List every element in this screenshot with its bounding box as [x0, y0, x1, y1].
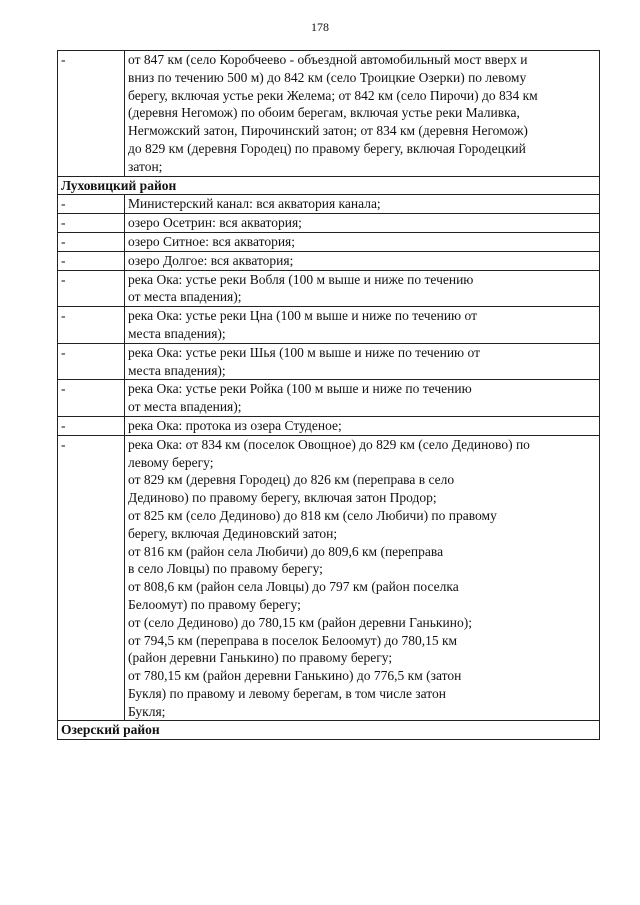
row-marker: -: [58, 251, 125, 270]
text-line: река Ока: протока из озера Студеное;: [128, 417, 342, 433]
row-marker: -: [58, 416, 125, 435]
table-row: [58, 435, 600, 721]
row-text: [125, 195, 600, 214]
page-number: 178: [311, 20, 329, 34]
text-line: река Ока: устье реки Вобля (100 м выше и ниже по течению: [128, 271, 474, 287]
row-marker: -: [58, 343, 125, 380]
table-row: [58, 195, 600, 214]
text-line: (деревня Негомож) по обоим берегам, включая устье реки Маливка,: [128, 105, 520, 121]
text-line: Белоомут) по правому берегу;: [128, 596, 301, 612]
text-line: левому берегу;: [128, 454, 214, 470]
row-marker: -: [58, 270, 125, 307]
row-marker: -: [58, 214, 125, 233]
row-text: [125, 307, 600, 344]
row-marker: -: [58, 232, 125, 251]
text-line: (район деревни Ганькино) по правому берегу;: [128, 650, 393, 666]
table-row: [58, 214, 600, 233]
text-line: от 780,15 км (район деревни Ганькино) до 776,5 км (затон: [128, 668, 462, 684]
section-title: Озерский район: [58, 721, 600, 740]
row-text: [125, 380, 600, 417]
text-line: Букля;: [128, 703, 166, 719]
text-line: от 794,5 км (переправа в поселок Белоомут) до 780,15 км: [128, 632, 458, 648]
text-line: места впадения);: [128, 362, 226, 378]
row-text: [125, 51, 600, 177]
row-text: [125, 232, 600, 251]
text-line: река Ока: от 834 км (поселок Овощное) до 829 км (село Дединово) по: [128, 436, 530, 452]
table-row: [58, 270, 600, 307]
table-row: [58, 251, 600, 270]
row-text: [125, 416, 600, 435]
text-line: до 829 км (деревня Городец) по правому берегу, включая Городецкий: [128, 140, 526, 156]
text-line: вниз по течению 500 м) до 842 км (село Троицкие Озерки) по левому: [128, 69, 527, 85]
text-line: берегу, включая Дединовский затон;: [128, 525, 338, 541]
table-row: [58, 380, 600, 417]
text-line: от 825 км (село Дединово) до 818 км (село Любичи) по правому: [128, 507, 497, 523]
text-line: река Ока: устье реки Цна (100 м выше и ниже по течению от: [128, 308, 477, 324]
text-line: озеро Ситное: вся акватория;: [128, 233, 296, 249]
document-table: [57, 50, 600, 740]
text-line: от (село Дединово) до 780,15 км (район деревни Ганькино);: [128, 614, 472, 630]
text-line: Министерский канал: вся акватория канала;: [128, 196, 381, 212]
row-marker: -: [58, 195, 125, 214]
row-text: [125, 251, 600, 270]
text-line: Букля) по правому и левому берегам, в том числе затон: [128, 685, 446, 701]
row-marker: -: [58, 307, 125, 344]
text-line: озеро Долгое: вся акватория;: [128, 252, 294, 268]
row-text: [125, 270, 600, 307]
text-line: от 829 км (деревня Городец) до 826 км (переправа в село: [128, 472, 455, 488]
table-row: [58, 343, 600, 380]
table-row: [58, 51, 600, 177]
section-title: Луховицкий район: [58, 176, 600, 195]
row-marker: -: [58, 380, 125, 417]
text-line: от 808,6 км (район села Ловцы) до 797 км (район поселка: [128, 579, 459, 595]
text-line: река Ока: устье реки Шья (100 м выше и ниже по течению от: [128, 344, 480, 360]
table-row: [58, 307, 600, 344]
text-line: берегу, включая устье реки Желема; от 842 км (село Пирочи) до 834 км: [128, 87, 538, 103]
row-text: [125, 214, 600, 233]
text-line: от 847 км (село Коробчеево - объездной автомобильный мост вверх и: [128, 52, 528, 67]
text-line: Дединово) по правому берегу, включая затон Продор;: [128, 490, 437, 506]
text-line: затон;: [128, 158, 163, 174]
text-line: Негможский затон, Пирочинский затон; от 834 км (деревня Негомож): [128, 123, 528, 139]
text-line: места впадения);: [128, 325, 226, 341]
text-line: озеро Осетрин: вся акватория;: [128, 215, 302, 231]
text-line: река Ока: устье реки Ройка (100 м выше и ниже по течению: [128, 381, 472, 397]
table-row: [58, 416, 600, 435]
section-row: [58, 176, 600, 195]
section-row: [58, 721, 600, 740]
row-marker: -: [58, 435, 125, 721]
text-line: от места впадения);: [128, 399, 242, 415]
row-text: [125, 343, 600, 380]
row-marker: -: [58, 51, 125, 177]
text-line: от места впадения);: [128, 289, 242, 305]
table-row: [58, 232, 600, 251]
text-line: от 816 км (район села Любичи) до 809,6 км (переправа: [128, 543, 444, 559]
table-body: [58, 51, 600, 740]
row-text: [125, 435, 600, 721]
text-line: в село Ловцы) по правому берегу;: [128, 561, 323, 577]
